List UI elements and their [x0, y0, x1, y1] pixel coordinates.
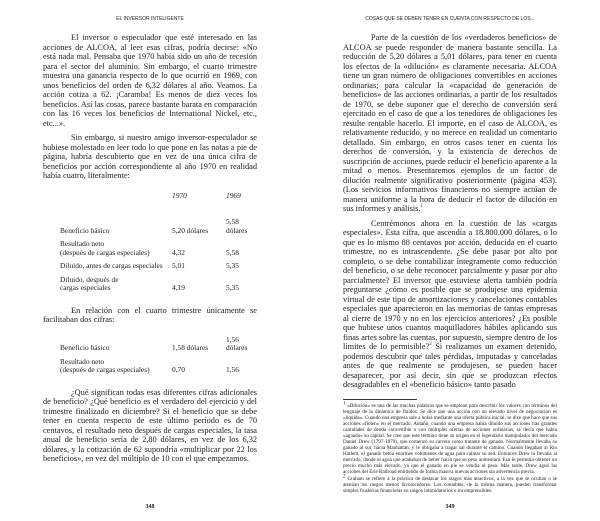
value-1969: 5,35 [226, 261, 239, 270]
table-row [60, 218, 257, 235]
value-1969: 5,58 [226, 247, 239, 257]
row-label [60, 240, 172, 257]
page-number: 348 [145, 503, 155, 510]
footnote-mark: 2 [343, 473, 346, 479]
value-1970: 4,32 [172, 247, 185, 257]
value-1969: 1,56 dólares [226, 334, 248, 352]
footnote-text: «Dilución» es una de las muchas palabras que se emplean para describir los valores con términos del lenguaje de la dinámica de fluidos. Se dice que una acción con un elevado nivel de negociación es «líquida». Cuando una empresa sale a bolsa mediante una oferta pública inicial, se dice que hace que sus acciones «floten» en el mercado. Antaño, cuando una empresa había diluido sus acciones tras grandes cantidades de deuda convertible o con múltiples ofertas de acciones ordinarias, se decía que había «aguado» su capital. Se cree que este término tiene su origen en el legendario manipulador del mercado Daniel Drew (1797-1879), que comenzó su carrera como tratante de ganado. Normalmente llevaba su ganado al sur, hacia Manhattan, y le obligaba a tragar sal durante el camino. Cuando llegaban al Río Harlem, el ganado bebía enormes volúmenes de agua para calmar su sed. Entonces Drew lo llevaba al mercado, donde el agua que acababan de beber hacía que su peso aumentara. Eso le permitía obtener un precio mucho más elevado, ya que el ganado en pie se vendía al peso. Más tarde, Drew aguó las acciones del Erie Railroad emitiendo de forma masiva nuevas acciones sin advertencia previa. [343, 402, 557, 475]
row-label-line: Resultado neto [60, 356, 105, 366]
row-label: Beneficio básico [60, 343, 110, 352]
body-paragraph: Sin embargo, si nuestro amigo inversor-especulador se hubiese molestado en leer todo lo que pone en las notas a pie de página, habría descubierto que en vez de una única cifra de beneficios por acción correspondiente al año 1970 en realidad había cuatro, literalmente: [43, 133, 257, 180]
body-paragraph: En relación con el cuarto trimestre únicamente se facilitaban dos cifras: [43, 305, 257, 324]
row-label-line: Diluido, después de [60, 274, 119, 284]
paragraph-text: Centrémonos ahora en la cuestión de las «cargas especiales». Esta cifra, que ascendía a 18.800.000 dólares, o lo que es lo mismo 88 centavos por acción, deducida en el cuarto trimestre, no es intrascendente. ¿Se debe pasar por alto por completo, o se debe contabilizar íntegramente como reducción del beneficio, o se debe reconocer parcialmente y pasar por alto parcialmente? El inversor que estuviese alerta también podría preguntarse ¿cómo es posible que se produjese una epidemia virtual de este tipo de amortizaciones y cancelaciones contables especiales que aparecieron en las memorias de tantas empresas al cierre de 1970 y no en los ejercicios anteriores? ¿Es posible que hubiese unos cuantos maquilladores hábiles aplicando sus finas artes sobre las cuentas, por supuesto, siempre dentro de los límites de lo permisible? [343, 218, 557, 351]
row-label-line: (después de cargas especiales) [60, 247, 150, 257]
table-row [60, 240, 257, 257]
value-1970: 4,19 [172, 283, 185, 292]
footnote [343, 400, 557, 475]
table-row [60, 276, 257, 293]
body-paragraph [343, 33, 557, 214]
page-number: 349 [445, 503, 455, 510]
running-header: EL INVERSOR INTELIGENTE [116, 16, 184, 22]
value-1970: 0,70 [172, 365, 185, 374]
body-paragraph [343, 219, 557, 390]
row-label: Beneficio básico [60, 225, 110, 235]
body-paragraph: ¿Qué significan todas esas diferentes cifras adicionales de beneficio? ¿Qué beneficio es el verdadero del ejercicio y del trimestre finalizado en diciembre? Si el beneficio que se debe tener en cuenta respecto de este último período es de 70 centavos, el resultado neto después de cargas especiales, la tasa anual de beneficio sería de 2,80 dólares, en vez de los 6,32 dólares, y la cotización de 62 supondría «multiplicar por 22 los beneficios», en vez del múltiplo de 10 con el que empezamos. [43, 387, 257, 463]
annual-earnings-table [60, 192, 257, 298]
row-label-line: (después de cargas especiales) [60, 365, 150, 374]
footnote-text: Graham se refiere a la práctica de destacar los rasgos más atractivos, a la vez que se ocultan o se atenúan los rasgos menos favorecedores. Los contables, de la misma manera, pueden transformar simples fruslerías financieras en rasgos intimidatorios o incomprensibles. [343, 475, 557, 494]
paragraph-text: Parte de la cuestión de los «verdaderos beneficios» de ALCOA se puede responder de manera bastante sencilla. La reducción de 5,20 dólares a 5,01 dólares, para tener en cuenta los efectos de la «dilución» es claramente necesaria. ALCOA tiene un gran número de obligaciones convertibles en acciones ordinarias; para calcular la «capacidad de generación de beneficios» de las acciones ordinarias, a partir de los resultados de 1970, se debe suponer que el derecho de conversión será ejercitado en el caso de que a los tenedores de obligaciones les resulte rentable hacerlo. El importe, en el caso de ALCOA, es relativamente reducido, y no merece en realidad un comentario detallado. Sin embargo, en otros casos tener en cuenta los derechos de conversión, y la existencia de derechos de suscripción de acciones, puede reducir el beneficio aparente a la mitad o menos. Presentaremos ejemplos de un factor de dilución realmente significativo posteriormente (página 453). (Los servicios informativos financieros no siempre actúan de manera uniforme a la hora de deducir el factor de dilución en sus informes y análisis. [343, 33, 557, 213]
row-label [60, 358, 172, 375]
row-label-line: Resultado neto [60, 239, 105, 248]
value-1969: 5,58 dólares [226, 217, 248, 235]
column-header-1969: 1969 [226, 190, 241, 200]
row-label: Diluido, antes de cargas especiales [60, 261, 163, 270]
table-header-row [60, 192, 257, 201]
table-row [60, 336, 257, 353]
footnote [343, 473, 557, 494]
right-page [300, 0, 600, 521]
footnote-ref: 1 [420, 204, 423, 210]
footnote-mark: 1 [343, 400, 346, 406]
value-1970: 5,20 dólares [172, 225, 209, 235]
table-row [60, 262, 257, 271]
body-paragraph: El inversor o especulador que esté interesado en las acciones de ALCOA, al leer esas cifras, podría decirse: «No está nada mal. Pensaba que 1970 había sido un año de recesión para el sector del aluminio. Sin embargo, el cuarto trimestre muestra una ganancia respecto de lo que ocurrió en 1969, con unos beneficios del orden de 6,32 dólares al año. Veamos. La acción cotiza a 62. ¡Caramba! Es menos de diez veces los beneficios. Así las cosas, parece bastante barata en comparación con las 16 veces los beneficios de International Nickel, etc., etc...». [43, 33, 257, 128]
column-header-1970: 1970 [172, 190, 187, 200]
value-1969: 5,35 [226, 283, 239, 292]
table-row [60, 358, 257, 375]
row-label-line: cargas especiales [60, 283, 111, 292]
quarter-earnings-table [60, 336, 257, 380]
running-header: COSAS QUE SE DEBEN TENER EN CUENTA CON RESPECTO DE LOS... [365, 16, 535, 22]
value-1969: 1,56 [226, 365, 239, 374]
value-1970: 5,01 [172, 261, 185, 270]
footnote-divider [343, 399, 417, 400]
value-1970: 1,58 dólares [172, 343, 209, 352]
footnote-ref: 2 [429, 342, 432, 348]
row-label [60, 276, 172, 293]
paragraph-text: Si realizamos un examen detenido, podemos descubrir que tales pérdidas, imputadas y canceladas antes de que realmente se produjesen, se pueden hacer desaparecer, por así decir, sin que se produzcan efectos desagradables en el «beneficio básico» tanto pasado [343, 342, 557, 389]
